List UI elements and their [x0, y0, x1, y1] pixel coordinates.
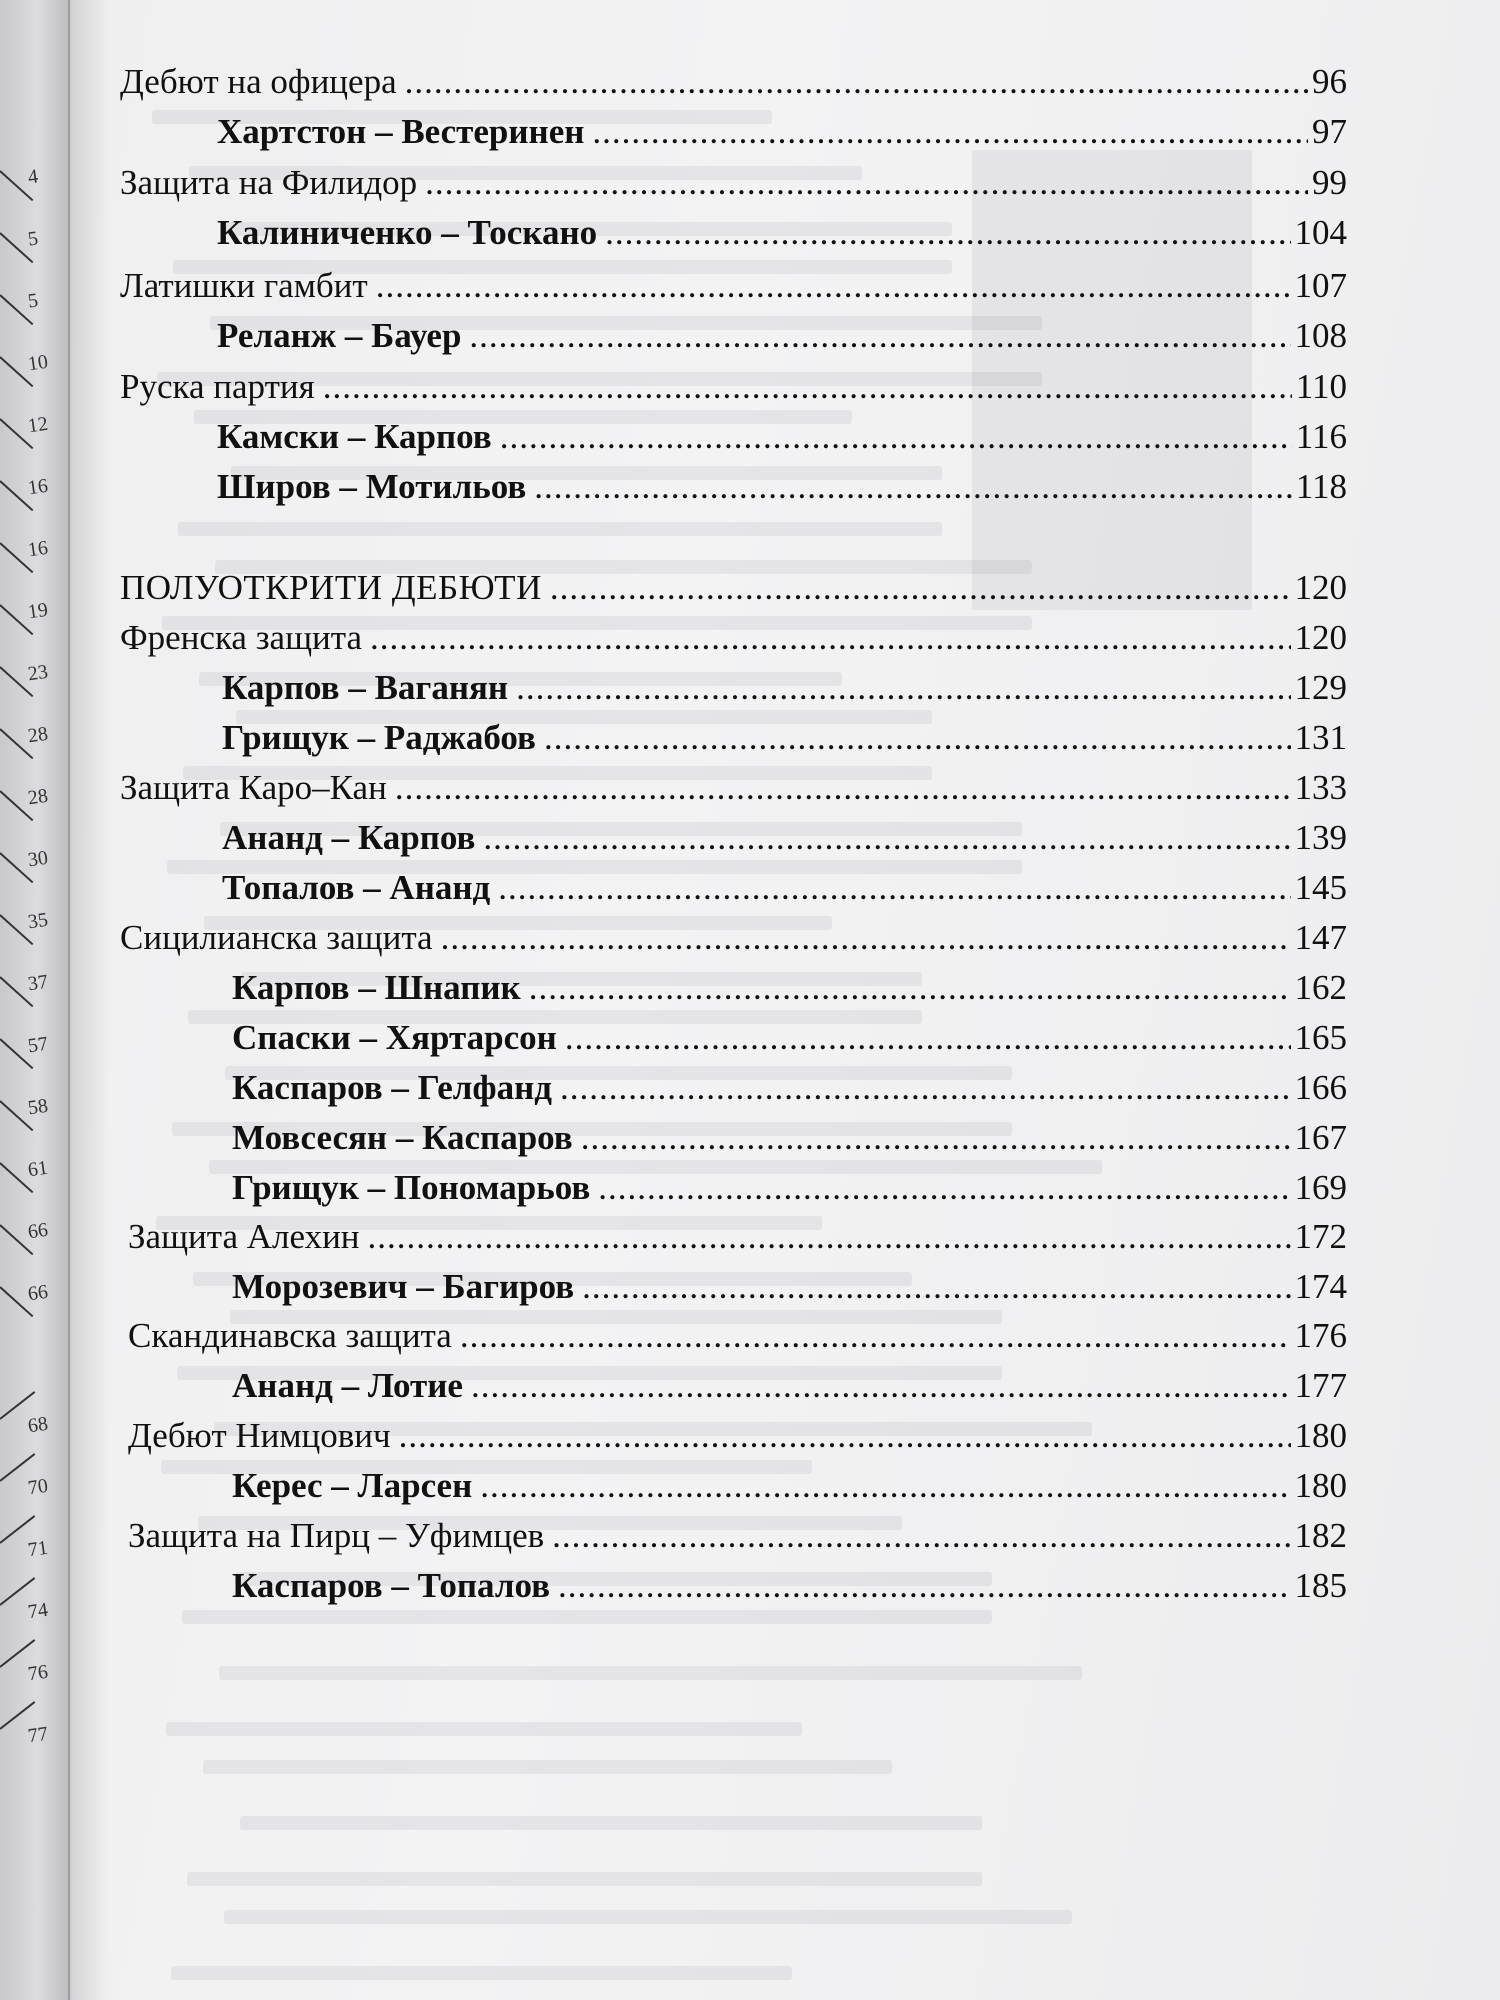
- toc-entry-page-number: 174: [1294, 1267, 1347, 1306]
- toc-entry-title: Защита на Пирц – Уфимцев: [128, 1516, 545, 1555]
- toc-entry-page-number: 108: [1294, 316, 1347, 355]
- toc-dot-leader: [544, 716, 1291, 760]
- page-edge-number: 28: [26, 722, 50, 748]
- page-edge-number: 12: [26, 412, 50, 438]
- toc-entry-page-number: 139: [1294, 818, 1347, 857]
- toc-entry-title: Дебют на офицера: [120, 62, 397, 101]
- toc-entry-page-number: 177: [1294, 1366, 1347, 1405]
- toc-entry-title: Грищук – Раджабов: [222, 718, 536, 757]
- toc-dot-leader: [498, 866, 1290, 910]
- toc-dot-leader: [592, 110, 1308, 154]
- toc-chapter-entry: [120, 60, 1347, 104]
- toc-entry-page-number: 129: [1294, 668, 1347, 707]
- toc-entry-title: Топалов – Ананд: [222, 868, 491, 907]
- toc-entry-title: Карпов – Ваганян: [222, 668, 509, 707]
- toc-dot-leader: [469, 314, 1290, 358]
- toc-entry-page-number: 97: [1312, 112, 1347, 151]
- toc-entry-title: Каспаров – Топалов: [232, 1566, 551, 1605]
- toc-entry-title: Мовсесян – Каспаров: [232, 1118, 573, 1157]
- toc-entry-title: Сицилианска защита: [120, 918, 433, 957]
- toc-game-entry: [217, 211, 1347, 255]
- toc-entry-page-number: 99: [1312, 163, 1347, 202]
- toc-dot-leader: [425, 161, 1308, 205]
- page-edge-number: 5: [26, 227, 40, 251]
- toc-dot-leader: [534, 465, 1292, 509]
- toc-chapter-entry: [120, 616, 1347, 660]
- toc-entry-title: Керес – Ларсен: [232, 1466, 473, 1505]
- toc-entry-page-number: 165: [1294, 1018, 1347, 1057]
- page-gutter-shadow: [70, 0, 110, 2000]
- toc-game-entry: [232, 1265, 1347, 1309]
- toc-dot-leader: [605, 211, 1290, 255]
- toc-entry-page-number: 167: [1294, 1118, 1347, 1157]
- toc-dot-leader: [560, 1066, 1291, 1110]
- page-edge-number: 30: [26, 846, 50, 872]
- toc-chapter-entry: [120, 766, 1347, 810]
- toc-entry-page-number: 172: [1294, 1217, 1347, 1256]
- toc-entry-title: Каспаров – Гелфанд: [232, 1068, 552, 1107]
- page-edge-number: 77: [26, 1722, 50, 1748]
- toc-game-entry: [232, 966, 1347, 1010]
- page-edge-number: 58: [26, 1094, 50, 1120]
- toc-entry-title: Ананд – Карпов: [222, 818, 476, 857]
- toc-entry-title: Широв – Мотильов: [217, 467, 527, 506]
- toc-game-entry: [217, 110, 1347, 154]
- toc-entry-page-number: 166: [1294, 1068, 1347, 1107]
- toc-dot-leader: [395, 766, 1291, 810]
- toc-entry-title: Камски – Карпов: [217, 417, 492, 456]
- page-edge-number: 10: [26, 350, 50, 376]
- toc-entry-page-number: 169: [1294, 1168, 1347, 1207]
- toc-entry-page-number: 120: [1294, 568, 1347, 607]
- toc-chapter-entry: [128, 1414, 1347, 1458]
- toc-entry-title: Латишки гамбит: [120, 266, 368, 305]
- previous-page-edge: [0, 0, 70, 2000]
- toc-game-entry: [217, 415, 1347, 459]
- toc-entry-page-number: 96: [1312, 62, 1347, 101]
- page-edge-number: 23: [26, 660, 50, 686]
- toc-entry-page-number: 162: [1294, 968, 1347, 1007]
- toc-dot-leader: [471, 1364, 1291, 1408]
- toc-entry-title: Защита на Филидор: [120, 163, 418, 202]
- page-edge-number: 16: [26, 536, 50, 562]
- toc-entry-title: Скандинавска защита: [128, 1316, 452, 1355]
- toc-game-entry: [217, 465, 1347, 509]
- toc-dot-leader: [405, 60, 1308, 104]
- toc-entry-page-number: 180: [1294, 1416, 1347, 1455]
- toc-dot-leader: [368, 1215, 1291, 1259]
- toc-game-entry: [232, 1464, 1347, 1508]
- toc-game-entry: [232, 1016, 1347, 1060]
- toc-chapter-entry: [128, 1215, 1347, 1259]
- toc-dot-leader: [516, 666, 1290, 710]
- toc-game-entry: [232, 1066, 1347, 1110]
- toc-entry-title: Хартстон – Вестеринен: [217, 112, 585, 151]
- page-edge-number: 5: [26, 289, 40, 313]
- page-edge-number: 16: [26, 474, 50, 500]
- toc-section-heading: [120, 566, 1347, 610]
- toc-game-entry: [222, 866, 1347, 910]
- toc-entry-title: Морозевич – Багиров: [232, 1267, 575, 1306]
- toc-entry-page-number: 176: [1294, 1316, 1347, 1355]
- toc-chapter-entry: [128, 1314, 1347, 1358]
- toc-dot-leader: [552, 1514, 1290, 1558]
- toc-entry-title: Грищук – Пономарьов: [232, 1168, 591, 1207]
- page-edge-number: 19: [26, 598, 50, 624]
- toc-entry-title: Дебют Нимцович: [128, 1416, 391, 1455]
- toc-entry-title: Руска партия: [120, 367, 315, 406]
- book-page: [72, 0, 1500, 2000]
- toc-chapter-entry: [128, 1514, 1347, 1558]
- page-edge-number: 70: [26, 1474, 50, 1500]
- toc-dot-leader: [441, 916, 1291, 960]
- toc-entry-title: Реланж – Бауер: [217, 316, 462, 355]
- page-edge-number: 66: [26, 1280, 50, 1306]
- toc-dot-leader: [500, 415, 1292, 459]
- toc-game-entry: [222, 716, 1347, 760]
- page-edge-number: 57: [26, 1032, 50, 1058]
- toc-entry-title: Калиниченко – Тоскано: [217, 213, 598, 252]
- toc-dot-leader: [582, 1265, 1290, 1309]
- toc-entry-page-number: 145: [1294, 868, 1347, 907]
- toc-chapter-entry: [120, 365, 1347, 409]
- toc-entry-page-number: 120: [1294, 618, 1347, 657]
- toc-entry-page-number: 185: [1294, 1566, 1347, 1605]
- toc-entry-page-number: 118: [1295, 467, 1347, 506]
- toc-entry-title: ПОЛУОТКРИТИ ДЕБЮТИ: [120, 568, 542, 607]
- toc-dot-leader: [529, 966, 1291, 1010]
- page-edge-number: 28: [26, 784, 50, 810]
- toc-entry-page-number: 182: [1294, 1516, 1347, 1555]
- toc-dot-leader: [370, 616, 1290, 660]
- toc-game-entry: [222, 666, 1347, 710]
- page-edge-number: 61: [26, 1156, 50, 1182]
- page-edge-number: 71: [26, 1536, 50, 1562]
- toc-entry-page-number: 110: [1295, 367, 1347, 406]
- toc-entry-page-number: 147: [1294, 918, 1347, 957]
- toc-game-entry: [232, 1364, 1347, 1408]
- toc-entry-page-number: 133: [1294, 768, 1347, 807]
- toc-dot-leader: [598, 1166, 1290, 1210]
- toc-entry-page-number: 180: [1294, 1466, 1347, 1505]
- toc-entry-page-number: 107: [1294, 266, 1347, 305]
- table-of-contents: [72, 0, 1500, 2000]
- page-edge-number: 74: [26, 1598, 50, 1624]
- toc-chapter-entry: [120, 916, 1347, 960]
- toc-entry-title: Защита Каро–Кан: [120, 768, 387, 807]
- toc-dot-leader: [376, 264, 1291, 308]
- page-edge-number: 4: [26, 165, 40, 189]
- toc-game-entry: [222, 816, 1347, 860]
- page-edge-number: 35: [26, 908, 50, 934]
- toc-entry-page-number: 104: [1294, 213, 1347, 252]
- toc-game-entry: [217, 314, 1347, 358]
- toc-chapter-entry: [120, 161, 1347, 205]
- toc-dot-leader: [480, 1464, 1290, 1508]
- toc-dot-leader: [565, 1016, 1291, 1060]
- toc-dot-leader: [550, 566, 1291, 610]
- toc-dot-leader: [581, 1116, 1291, 1160]
- page-edge-number: 37: [26, 970, 50, 996]
- toc-entry-title: Ананд – Лотие: [232, 1366, 463, 1405]
- toc-chapter-entry: [120, 264, 1347, 308]
- toc-game-entry: [232, 1116, 1347, 1160]
- toc-entry-title: Френска защита: [120, 618, 363, 657]
- page-edge-number: 76: [26, 1660, 50, 1686]
- toc-entry-page-number: 116: [1295, 417, 1347, 456]
- toc-entry-title: Спаски – Хяртарсон: [232, 1018, 557, 1057]
- toc-game-entry: [232, 1564, 1347, 1608]
- page-edge-number: 68: [26, 1412, 50, 1438]
- toc-dot-leader: [483, 816, 1290, 860]
- toc-entry-title: Защита Алехин: [128, 1217, 360, 1256]
- toc-dot-leader: [460, 1314, 1291, 1358]
- page-edge-number: 66: [26, 1218, 50, 1244]
- toc-game-entry: [232, 1166, 1347, 1210]
- toc-dot-leader: [323, 365, 1292, 409]
- toc-entry-page-number: 131: [1294, 718, 1347, 757]
- toc-dot-leader: [558, 1564, 1290, 1608]
- toc-entry-title: Карпов – Шнапик: [232, 968, 521, 1007]
- toc-dot-leader: [399, 1414, 1291, 1458]
